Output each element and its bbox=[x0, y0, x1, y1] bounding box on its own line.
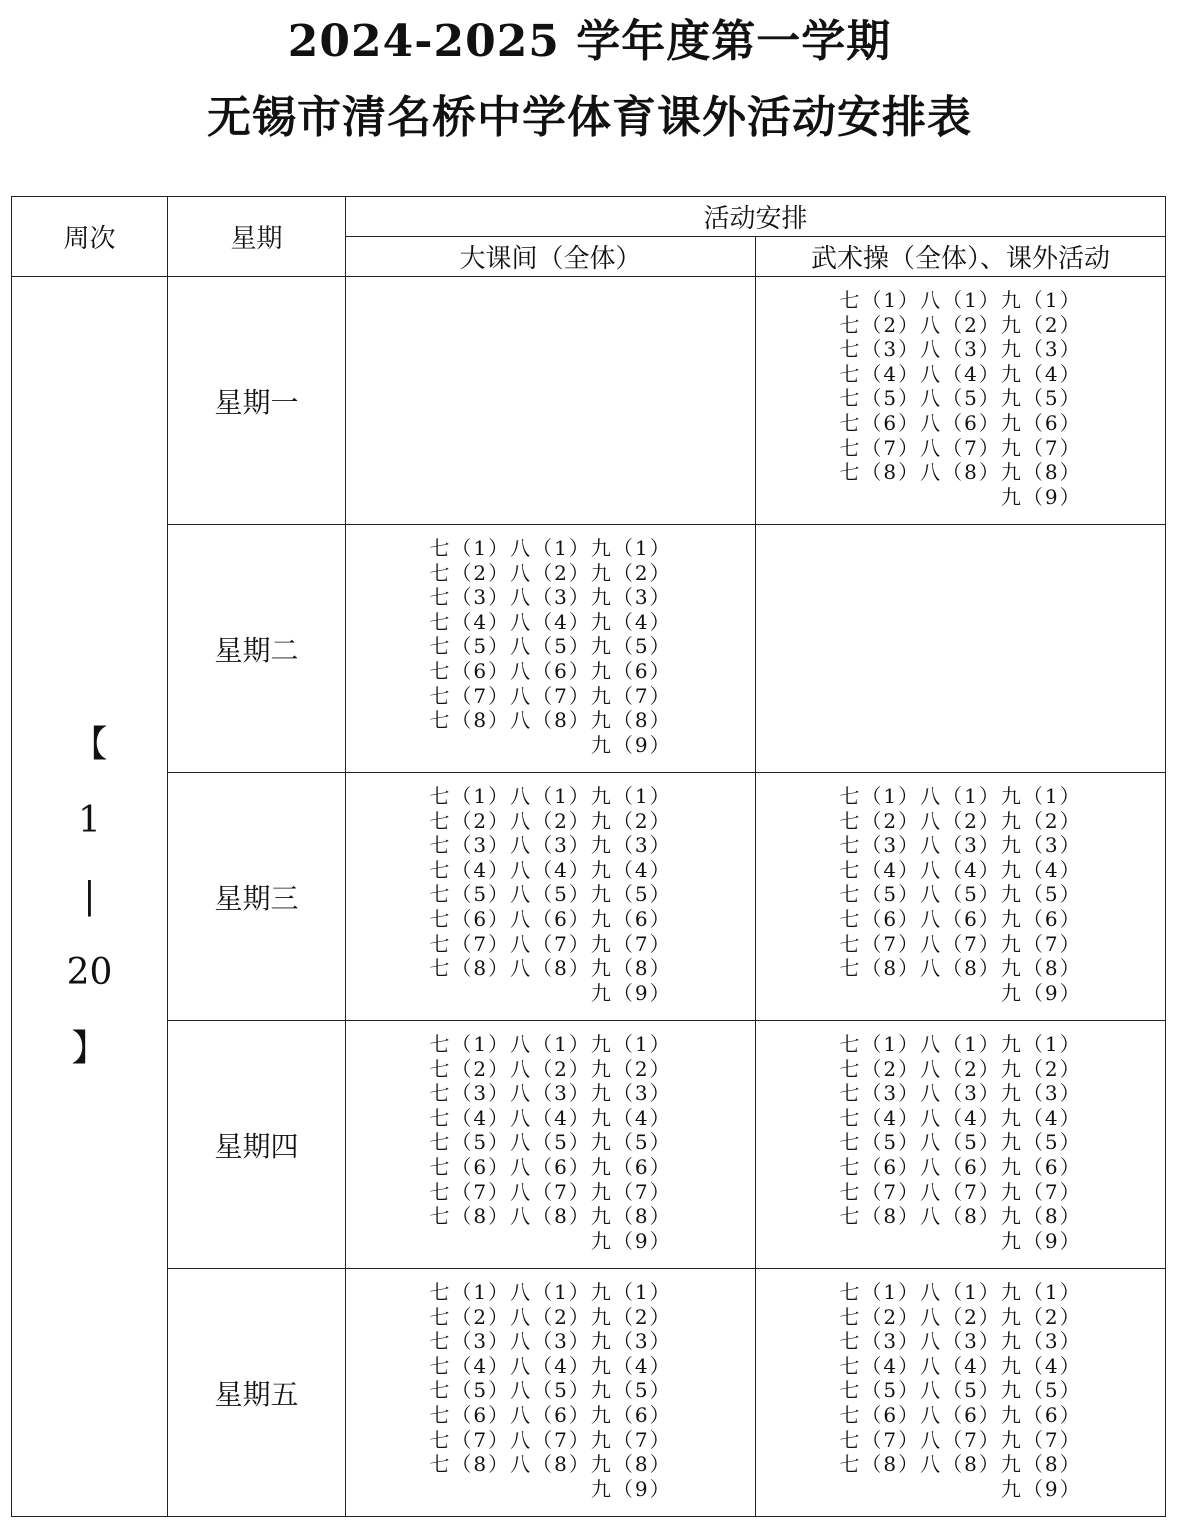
class-line: 七（3）八（3）九（3） bbox=[429, 1081, 672, 1106]
class-line: 七（8）八（8）九（8） bbox=[839, 460, 1082, 485]
class-line: 七（4）八（4）九（4） bbox=[429, 1353, 672, 1378]
class-line: 七（3）八（3）九（3） bbox=[839, 1329, 1082, 1354]
class-line: 七（2）八（2）九（2） bbox=[429, 808, 672, 833]
schedule-table bbox=[11, 196, 1166, 1517]
class-line: 七（8）八（8）九（8） bbox=[839, 956, 1082, 981]
class-line: 七（3）八（3）九（3） bbox=[429, 833, 672, 858]
activity-cell-col2 bbox=[756, 525, 1166, 773]
activity-cell-col1 bbox=[346, 773, 756, 1021]
class-line: 七（1）八（1）九（1） bbox=[839, 1280, 1082, 1304]
class-line: 七（5）八（5）九（5） bbox=[839, 1130, 1082, 1155]
class-line: 七（4）八（4）九（4） bbox=[839, 1105, 1082, 1130]
class-line: 七（1）八（1）九（1） bbox=[429, 1032, 672, 1056]
class-line: 七（7）八（7）九（7） bbox=[429, 1179, 672, 1204]
class-line: 七（7）八（7）九（7） bbox=[429, 683, 672, 708]
class-line: 七（3）八（3）九（3） bbox=[839, 833, 1082, 858]
activity-cell-col2 bbox=[756, 277, 1166, 525]
document-title bbox=[0, 10, 1179, 150]
day-name: 星期五 bbox=[168, 1269, 346, 1517]
class-list bbox=[839, 1032, 1081, 1253]
class-line: 七（4）八（4）九（4） bbox=[429, 1105, 672, 1130]
class-line: 九（9） bbox=[590, 1228, 672, 1253]
class-line: 七（7）八（7）九（7） bbox=[429, 1427, 672, 1452]
class-line: 七（7）八（7）九（7） bbox=[429, 931, 672, 956]
activity-cell-col2 bbox=[756, 773, 1166, 1021]
class-line: 七（7）八（7）九（7） bbox=[839, 1179, 1082, 1204]
class-line: 七（3）八（3）九（3） bbox=[429, 585, 672, 610]
class-line: 九（9） bbox=[1000, 1228, 1082, 1253]
class-line: 七（3）八（3）九（3） bbox=[839, 1081, 1082, 1106]
activity-cell-col2 bbox=[756, 1021, 1166, 1269]
class-line: 七（5）八（5）九（5） bbox=[839, 1378, 1082, 1403]
class-line: 七（1）八（1）九（1） bbox=[429, 536, 672, 560]
header-day: 星期 bbox=[168, 197, 346, 277]
class-line: 七（1）八（1）九（1） bbox=[429, 1280, 672, 1304]
week-range-part: | bbox=[83, 875, 96, 917]
class-list bbox=[839, 288, 1081, 509]
day-row bbox=[12, 773, 1166, 1021]
class-line: 九（9） bbox=[590, 732, 672, 757]
header-col2: 武术操（全体）、课外活动 bbox=[756, 237, 1166, 277]
class-line: 七（6）八（6）九（6） bbox=[429, 1402, 672, 1427]
class-line: 七（7）八（7）九（7） bbox=[839, 1427, 1082, 1452]
class-line: 七（6）八（6）九（6） bbox=[839, 1154, 1082, 1179]
day-name: 星期二 bbox=[168, 525, 346, 773]
class-list bbox=[839, 784, 1081, 1005]
class-list bbox=[429, 784, 671, 1005]
class-line: 七（3）八（3）九（3） bbox=[839, 337, 1082, 362]
class-line: 九（9） bbox=[1000, 980, 1082, 1005]
class-line: 七（8）八（8）九（8） bbox=[839, 1204, 1082, 1229]
day-row bbox=[12, 277, 1166, 525]
class-line: 七（5）八（5）九（5） bbox=[429, 1378, 672, 1403]
class-line: 七（8）八（8）九（8） bbox=[429, 708, 672, 733]
class-line: 七（1）八（1）九（1） bbox=[839, 1032, 1082, 1056]
class-line: 七（6）八（6）九（6） bbox=[429, 1154, 672, 1179]
class-line: 七（4）八（4）九（4） bbox=[839, 1353, 1082, 1378]
class-line: 七（2）八（2）九（2） bbox=[839, 808, 1082, 833]
title-line-2: 无锡市清名桥中学体育课外活动安排表 bbox=[207, 92, 972, 143]
class-line: 七（5）八（5）九（5） bbox=[429, 634, 672, 659]
class-line: 七（5）八（5）九（5） bbox=[839, 882, 1082, 907]
class-line: 七（6）八（6）九（6） bbox=[839, 410, 1082, 435]
class-list bbox=[839, 1280, 1081, 1501]
class-list bbox=[429, 1280, 671, 1501]
class-line: 七（1）八（1）九（1） bbox=[839, 784, 1082, 808]
class-line: 七（6）八（6）九（6） bbox=[429, 906, 672, 931]
class-line: 七（2）八（2）九（2） bbox=[429, 1304, 672, 1329]
day-name: 星期三 bbox=[168, 773, 346, 1021]
class-line: 七（8）八（8）九（8） bbox=[429, 1452, 672, 1477]
activity-cell-col1 bbox=[346, 1021, 756, 1269]
activity-cell-col1 bbox=[346, 1269, 756, 1517]
class-line: 七（7）八（7）九（7） bbox=[839, 435, 1082, 460]
day-row bbox=[12, 1269, 1166, 1517]
class-line: 七（2）八（2）九（2） bbox=[839, 1056, 1082, 1081]
activity-cell-col1 bbox=[346, 525, 756, 773]
week-range-part: 【 bbox=[71, 723, 108, 765]
header-activities: 活动安排 bbox=[346, 197, 1166, 237]
class-line: 七（7）八（7）九（7） bbox=[839, 931, 1082, 956]
class-line: 七（1）八（1）九（1） bbox=[839, 288, 1082, 312]
class-line: 九（9） bbox=[1000, 1476, 1082, 1501]
activity-cell-col2 bbox=[756, 1269, 1166, 1517]
class-line: 七（4）八（4）九（4） bbox=[839, 361, 1082, 386]
class-line: 七（3）八（3）九（3） bbox=[429, 1329, 672, 1354]
day-row bbox=[12, 525, 1166, 773]
class-line: 七（2）八（2）九（2） bbox=[839, 312, 1082, 337]
class-line: 七（5）八（5）九（5） bbox=[839, 386, 1082, 411]
class-line: 七（6）八（6）九（6） bbox=[839, 906, 1082, 931]
class-line: 七（2）八（2）九（2） bbox=[429, 560, 672, 585]
week-range-part: 1 bbox=[78, 799, 101, 841]
class-line: 七（4）八（4）九（4） bbox=[429, 609, 672, 634]
class-line: 七（4）八（4）九（4） bbox=[839, 857, 1082, 882]
activity-cell-col1 bbox=[346, 277, 756, 525]
header-col1: 大课间（全体） bbox=[346, 237, 756, 277]
class-line: 七（8）八（8）九（8） bbox=[429, 1204, 672, 1229]
class-line: 七（2）八（2）九（2） bbox=[429, 1056, 672, 1081]
class-line: 九（9） bbox=[1000, 484, 1082, 509]
class-list bbox=[429, 1032, 671, 1253]
title-line-1: 2024-2025 学年度第一学期 bbox=[287, 16, 892, 67]
week-range-part: 20 bbox=[66, 951, 113, 993]
week-range-part: 】 bbox=[71, 1027, 108, 1069]
class-line: 七（8）八（8）九（8） bbox=[839, 1452, 1082, 1477]
class-line: 七（4）八（4）九（4） bbox=[429, 857, 672, 882]
class-line: 七（2）八（2）九（2） bbox=[839, 1304, 1082, 1329]
class-line: 七（5）八（5）九（5） bbox=[429, 882, 672, 907]
day-name: 星期一 bbox=[168, 277, 346, 525]
header-week: 周次 bbox=[12, 197, 168, 277]
class-line: 九（9） bbox=[590, 980, 672, 1005]
week-range-cell bbox=[12, 277, 168, 1517]
day-row bbox=[12, 1021, 1166, 1269]
class-line: 七（6）八（6）九（6） bbox=[429, 658, 672, 683]
class-line: 七（6）八（6）九（6） bbox=[839, 1402, 1082, 1427]
class-line: 七（5）八（5）九（5） bbox=[429, 1130, 672, 1155]
class-line: 七（1）八（1）九（1） bbox=[429, 784, 672, 808]
class-list bbox=[429, 536, 671, 757]
class-line: 九（9） bbox=[590, 1476, 672, 1501]
day-name: 星期四 bbox=[168, 1021, 346, 1269]
class-line: 七（8）八（8）九（8） bbox=[429, 956, 672, 981]
